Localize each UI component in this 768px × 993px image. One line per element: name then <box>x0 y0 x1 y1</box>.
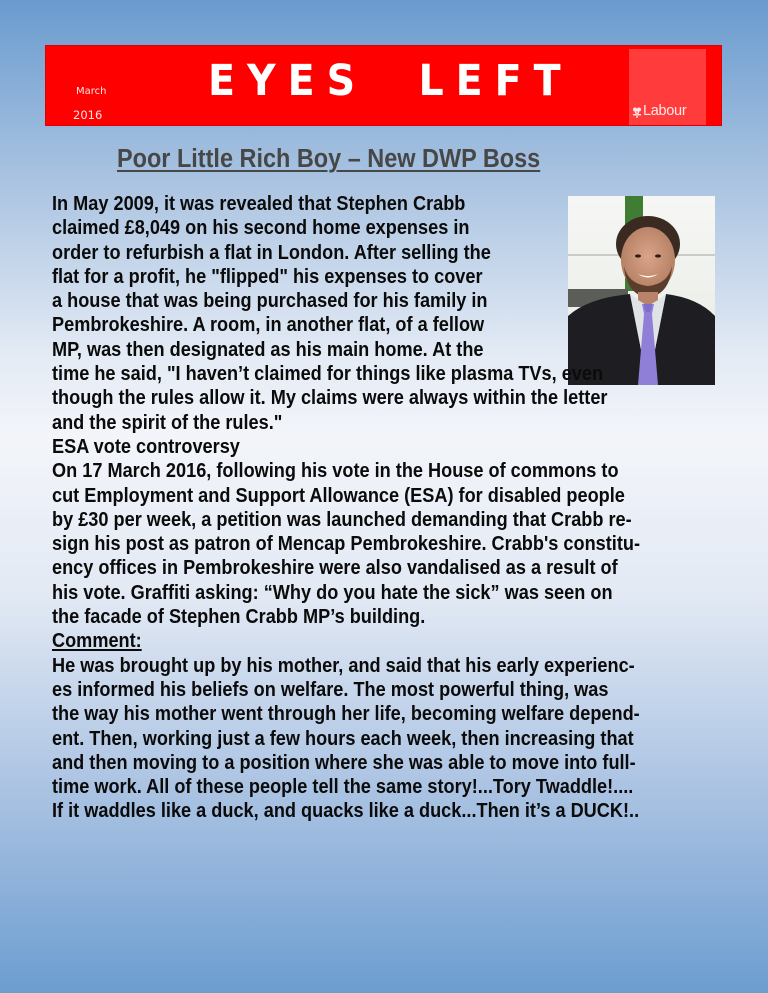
issue-month: March <box>76 86 107 97</box>
body-line: If it waddles like a duck, and quacks like a duck...Then it’s a DUCK!.. <box>52 799 640 823</box>
labour-rose-icon <box>632 106 642 117</box>
body-line: the way his mother went through her life, becoming welfare depend- <box>52 702 640 726</box>
masthead-banner <box>45 45 722 126</box>
labour-logo-text: Labour <box>643 103 687 119</box>
body-line: flat for a profit, he "flipped" his expenses to cover <box>52 264 483 288</box>
body-line: a house that was being purchased for his family in <box>52 289 488 313</box>
issue-year: 2016 <box>73 108 103 122</box>
body-line: his vote. Graffiti asking: “Why do you hate the sick” was seen on <box>52 580 613 604</box>
body-line: though the rules allow it. My claims were always within the letter <box>52 386 608 410</box>
body-line: sign his post as patron of Mencap Pembrokeshire. Crabb's constitu- <box>52 532 641 556</box>
labour-logo <box>632 103 686 119</box>
body-line: ency offices in Pembrokeshire were also vandalised as a result of <box>52 556 618 580</box>
section-heading-esa: ESA vote controversy <box>52 434 240 458</box>
masthead-title: EYES LEFT <box>208 56 573 106</box>
body-line: time work. All of these people tell the same story!...Tory Twaddle!.... <box>52 775 634 799</box>
article-headline: Poor Little Rich Boy – New DWP Boss <box>117 145 541 173</box>
body-line: es informed his beliefs on welfare. The most powerful thing, was <box>52 677 609 701</box>
body-line: and the spirit of the rules." <box>52 410 283 434</box>
body-line: time he said, "I haven’t claimed for things like plasma TVs, even <box>52 362 604 386</box>
body-line: claimed £8,049 on his second home expenses in <box>52 216 470 240</box>
body-line: order to refurbish a flat in London. After selling the <box>52 240 491 264</box>
body-line: On 17 March 2016, following his vote in the House of commons to <box>52 459 619 483</box>
section-heading-comment: Comment: <box>52 629 142 653</box>
body-line: and then moving to a position where she was able to move into full- <box>52 750 636 774</box>
body-line: In May 2009, it was revealed that Stephen Crabb <box>52 192 466 215</box>
body-line: He was brought up by his mother, and said that his early experienc- <box>52 653 635 677</box>
body-line: ent. Then, working just a few hours each week, then increasing that <box>52 726 634 750</box>
labour-logo-box <box>629 49 706 125</box>
body-line: by £30 per week, a petition was launched demanding that Crabb re- <box>52 507 632 531</box>
article-body <box>52 192 732 824</box>
body-line: the facade of Stephen Crabb MP’s building. <box>52 605 426 629</box>
body-line: MP, was then designated as his main home. At the <box>52 337 484 361</box>
body-line: cut Employment and Support Allowance (ESA) for disabled people <box>52 483 625 507</box>
body-line: Pembrokeshire. A room, in another flat, of a fellow <box>52 313 485 337</box>
